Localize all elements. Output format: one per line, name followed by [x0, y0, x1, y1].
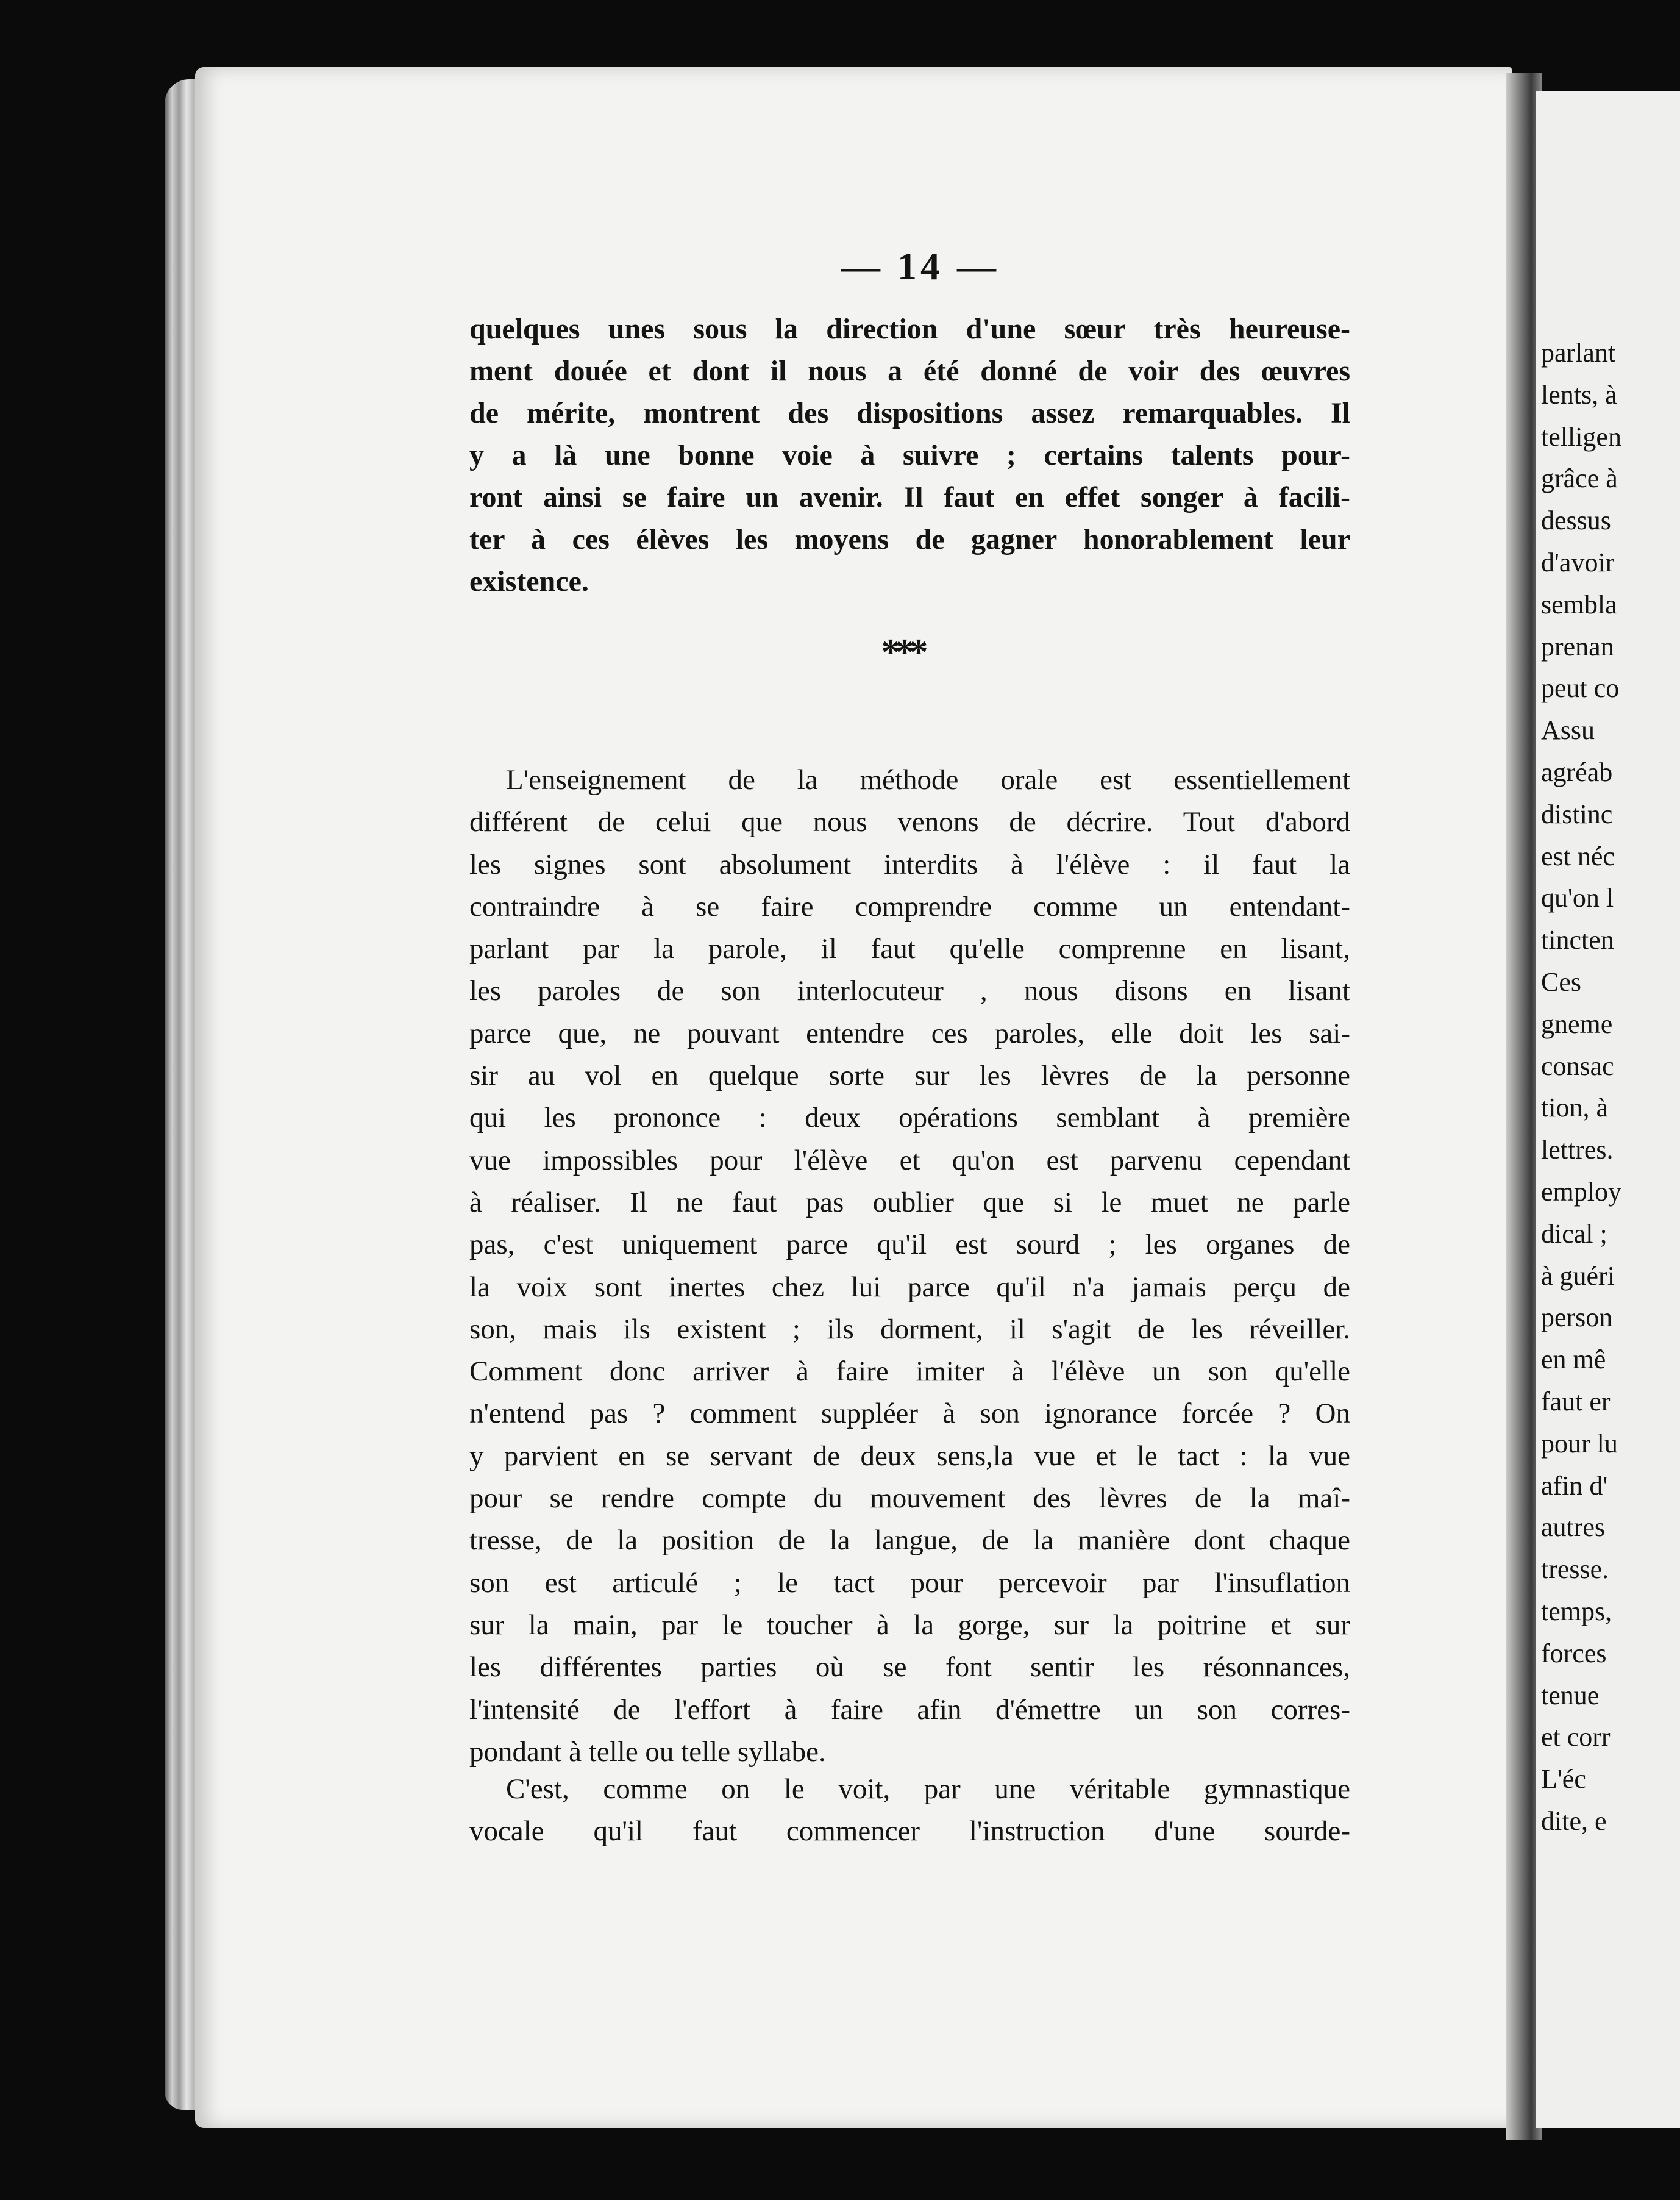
facing-text-fragment: peut co [1541, 673, 1620, 704]
text-line: qui les prononce : deux opérations semblant à première [469, 1102, 1350, 1134]
top-paragraph [469, 308, 1350, 602]
facing-text-fragment: tion, à [1541, 1093, 1608, 1123]
text-line: y parvient en se servant de deux sens,la vue et le tact : la vue [469, 1440, 1350, 1472]
facing-text-fragment: afin d' [1541, 1470, 1608, 1501]
facing-text-fragment: qu'on l [1541, 883, 1614, 913]
asterism-glyph: *** [881, 632, 924, 673]
text-line: parce que, ne pouvant entendre ces paroles, elle doit les sai- [469, 1017, 1350, 1049]
facing-text-fragment: tincten [1541, 925, 1614, 955]
text-line: les signes sont absolument interdits à l'élève : il faut la [469, 848, 1350, 880]
facing-text-fragment: Assu [1541, 715, 1595, 746]
facing-text-fragment: tresse. [1541, 1554, 1609, 1585]
facing-text-fragment: tenue [1541, 1680, 1600, 1710]
text-line: pour se rendre compte du mouvement des lèvres de la maî- [469, 1482, 1350, 1515]
facing-text-fragment: pour lu [1541, 1428, 1618, 1459]
facing-text-fragment: dite, e [1541, 1805, 1607, 1836]
text-line: son est articulé ; le tact pour percevoir par l'insuflation [469, 1566, 1350, 1599]
facing-text-fragment: L'éc [1541, 1764, 1586, 1795]
text-line: existence. [469, 565, 589, 598]
facing-text-fragment: employ [1541, 1176, 1621, 1207]
text-line: L'enseignement de la méthode orale est essentiellement [506, 764, 1350, 796]
facing-text-fragment: dical ; [1541, 1218, 1607, 1249]
facing-text-fragment: Ces [1541, 966, 1581, 997]
facing-text-fragment: lents, à [1541, 379, 1617, 410]
text-line: les paroles de son interlocuteur , nous disons en lisant [469, 975, 1350, 1007]
text-line: Comment donc arriver à faire imiter à l'élève un son qu'elle [469, 1355, 1350, 1388]
facing-text-fragment: faut er [1541, 1386, 1611, 1416]
facing-text-fragment: consac [1541, 1051, 1614, 1081]
facing-text-fragment: parlant [1541, 338, 1616, 368]
facing-text-fragment: en mê [1541, 1345, 1606, 1375]
facing-text-fragment: telligen [1541, 421, 1621, 452]
facing-page-text [1541, 332, 1680, 1843]
text-line: pondant à telle ou telle syllabe. [469, 1735, 826, 1768]
text-line: l'intensité de l'effort à faire afin d'émettre un son corres- [469, 1693, 1350, 1726]
text-line: C'est, comme on le voit, par une véritable gymnastique [506, 1773, 1350, 1805]
facing-text-fragment: autres [1541, 1512, 1606, 1543]
text-line: sur la main, par le toucher à la gorge, sur la poitrine et sur [469, 1609, 1350, 1641]
text-line: quelques unes sous la direction d'une sœur très heureuse- [469, 313, 1350, 345]
text-line: ment douée et dont il nous a été donné de voir des œuvres [469, 355, 1350, 387]
text-line: vue impossibles pour l'élève et qu'on est parvenu cependant [469, 1144, 1350, 1176]
facing-text-fragment: prenan [1541, 631, 1614, 662]
facing-text-fragment: et corr [1541, 1722, 1611, 1752]
facing-text-fragment: person [1541, 1302, 1613, 1333]
facing-text-fragment: gneme [1541, 1009, 1613, 1039]
text-line: tresse, de la position de la langue, de la manière dont chaque [469, 1524, 1350, 1557]
text-line: ter à ces élèves les moyens de gagner honorablement leur [469, 523, 1350, 555]
text-line: pas, c'est uniquement parce qu'il est sourd ; les organes de [469, 1229, 1350, 1261]
text-line: son, mais ils existent ; ils dorment, il s'agit de les réveiller. [469, 1313, 1350, 1345]
facing-text-fragment: est néc [1541, 841, 1615, 871]
facing-text-fragment: dessus [1541, 505, 1611, 536]
text-line: à réaliser. Il ne faut pas oublier que si le muet ne parle [469, 1186, 1350, 1218]
text-line: y a là une bonne voie à suivre ; certains talents pour- [469, 439, 1350, 471]
text-line: ront ainsi se faire un avenir. Il faut en effet songer à facili- [469, 481, 1350, 513]
facing-text-fragment: sembla [1541, 589, 1617, 620]
text-line: sir au vol en quelque sorte sur les lèvres de la personne [469, 1060, 1350, 1092]
text-line: de mérite, montrent des dispositions assez remarquables. Il [469, 397, 1350, 429]
text-line: vocale qu'il faut commencer l'instruction d'une sourde- [469, 1815, 1350, 1847]
facing-text-fragment: agréab [1541, 757, 1613, 787]
facing-text-fragment: forces [1541, 1638, 1607, 1668]
closing-paragraph [469, 1768, 1350, 1852]
section-asterism [841, 631, 963, 674]
text-line: contraindre à se faire comprendre comme un entendant- [469, 890, 1350, 923]
facing-text-fragment: d'avoir [1541, 547, 1615, 577]
text-line: n'entend pas ? comment suppléer à son ignorance forcée ? On [469, 1398, 1350, 1430]
facing-text-fragment: grâce à [1541, 463, 1618, 494]
right-page [1536, 91, 1680, 2128]
text-line: parlant par la parole, il faut qu'elle comprenne en lisant, [469, 933, 1350, 965]
page-number: — 14 — [841, 245, 1000, 288]
text-line: la voix sont inertes chez lui parce qu'il n'a jamais perçu de [469, 1271, 1350, 1303]
facing-text-fragment: à guéri [1541, 1260, 1615, 1291]
facing-text-fragment: distinc [1541, 799, 1613, 829]
facing-text-fragment: temps, [1541, 1596, 1612, 1626]
text-line: différent de celui que nous venons de décrire. Tout d'abord [469, 806, 1350, 838]
main-paragraph [469, 759, 1350, 1773]
facing-text-fragment: lettres. [1541, 1135, 1614, 1165]
text-line: les différentes parties où se font sentir les résonnances, [469, 1651, 1350, 1684]
